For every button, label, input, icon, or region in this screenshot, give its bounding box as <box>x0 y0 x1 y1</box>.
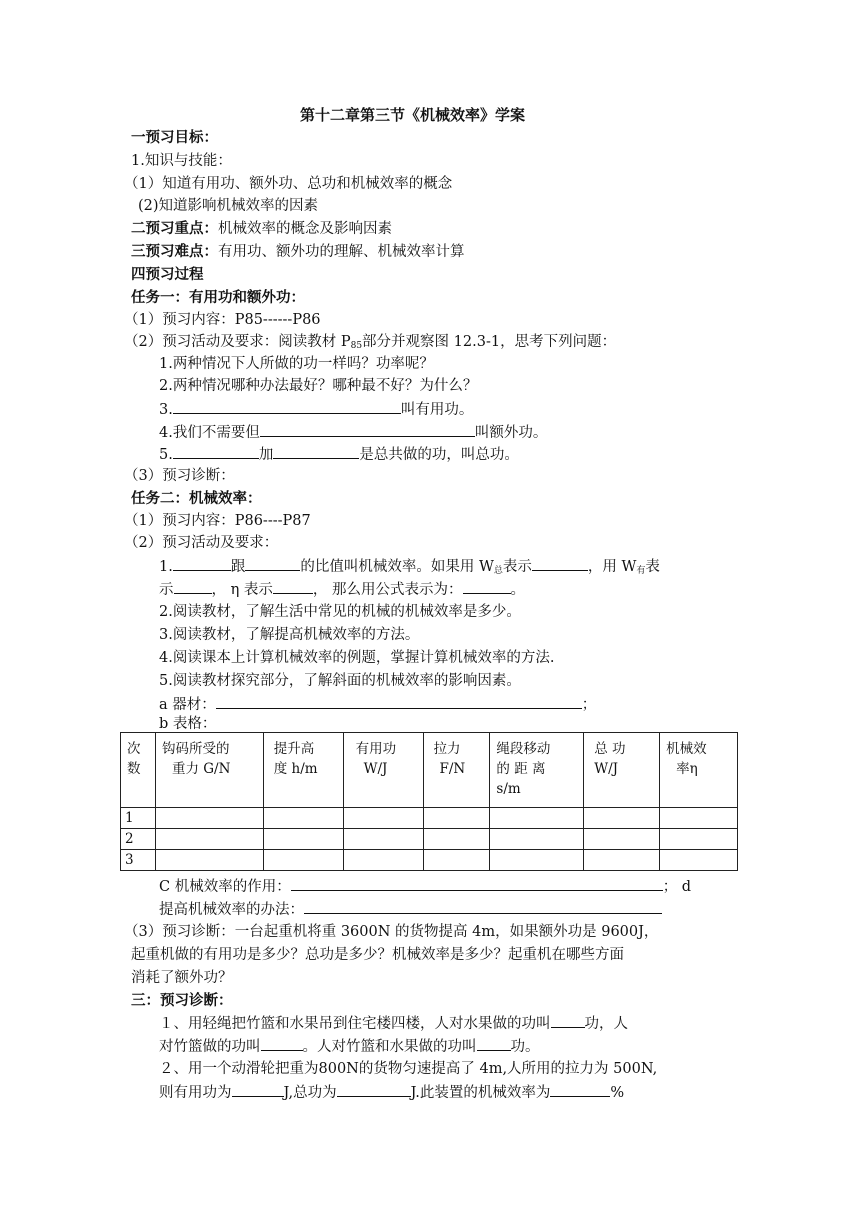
table-cell[interactable] <box>490 808 584 829</box>
task2-content: （1）预习内容：P86----P87 <box>124 513 311 529</box>
table-row <box>121 829 738 850</box>
blank-formula[interactable] <box>463 578 511 594</box>
diagnosis-q1-line-2 <box>159 1035 540 1058</box>
diagnosis-q2-line-1: ２、用一个动滑轮把重为800N的货物匀速提高了 4m,人所用的拉力为 500N, <box>159 1061 658 1077</box>
p1-text-6: 示 <box>159 582 174 598</box>
blank-eta[interactable] <box>273 578 313 594</box>
task2-diagnosis-line-1: （3）预习诊断：一台起重机将重 3600N 的货物提高 4m，如果额外功是 9600J， <box>124 924 659 940</box>
diagnosis-q2-line-2 <box>159 1081 624 1104</box>
p1-text-4: ，用 W <box>587 559 637 575</box>
key-points-text: 机械效率的概念及影响因素 <box>218 221 392 237</box>
task2-diagnosis-line-2: 起重机做的有用功是多少？总功是多少？机械效率是多少？起重机在哪些方面 <box>131 947 624 963</box>
q4-text: 4.我们不需要但 <box>159 425 260 441</box>
dq2-text-2: J,总功为 <box>283 1085 337 1101</box>
difficulties-line <box>131 241 465 263</box>
header-cell-weight: 钩码所受的 重力 G/N <box>155 733 263 808</box>
table-cell[interactable] <box>423 829 490 850</box>
section-goals-heading: 一预习目标： <box>131 130 218 146</box>
improve-label: 提高机械效率的办法： <box>159 902 304 918</box>
blank-total-1[interactable] <box>173 443 259 459</box>
table-cell[interactable] <box>584 829 660 850</box>
table-cell[interactable] <box>343 829 423 850</box>
p1-text-9: 。 <box>510 582 526 598</box>
dq1-text-3: 对竹篮做的功叫 <box>159 1039 261 1055</box>
blank-ratio-2[interactable] <box>245 555 300 571</box>
equipment-end: ； <box>581 697 597 713</box>
header-cell-useful-work: 有用功 W/J <box>343 733 423 808</box>
p1-sub-useful: 有 <box>636 566 646 576</box>
header-cell-height: 提升高 度 h/m <box>263 733 343 808</box>
p1-text: 跟 <box>230 559 246 575</box>
table-cell[interactable] <box>660 829 738 850</box>
dq1-text: １、用轻绳把竹篮和水果吊到住宅楼四楼，人对水果做的功叫 <box>159 1016 551 1032</box>
table-header-row <box>121 733 738 808</box>
q5-number: 5. <box>159 447 173 463</box>
header-cell-times: 次 数 <box>121 733 156 808</box>
key-points-label: 二预习重点： <box>131 221 218 237</box>
equipment-label: a 器材： <box>159 697 216 713</box>
key-points-line <box>131 218 392 240</box>
header-cell-efficiency: 机械效 率η <box>660 733 738 808</box>
p1-sub-total: 总 <box>493 566 503 576</box>
p1-number: 1. <box>159 559 173 575</box>
table-cell[interactable] <box>490 850 584 871</box>
p1-text-7: ， η 表示 <box>211 582 273 598</box>
blank-w-useful[interactable] <box>174 578 212 594</box>
row-number: 3 <box>121 850 156 871</box>
diagnosis-q1-line-1 <box>159 1012 628 1035</box>
table-row <box>121 808 738 829</box>
table-cell[interactable] <box>490 829 584 850</box>
row-number: 1 <box>121 808 156 829</box>
table-cell[interactable] <box>423 808 490 829</box>
task2-heading: 任务二：机械效率： <box>131 491 262 507</box>
dq2-text: 则有用功为 <box>159 1085 232 1101</box>
diagnosis-heading: 三：预习诊断： <box>131 993 233 1009</box>
dq2-text-3: J.此装置的机械效率为 <box>410 1085 551 1101</box>
goals-line-3: (2)知道影响机械效率的因素 <box>138 198 319 214</box>
row-number: 2 <box>121 829 156 850</box>
document-title: 第十二章第三节《机械效率》学案 <box>300 106 526 124</box>
blank-equipment[interactable] <box>216 693 582 709</box>
header-cell-distance: 绳段移动 的 距 离 s/m <box>490 733 584 808</box>
task2-equipment <box>159 693 596 716</box>
table-cell[interactable] <box>584 850 660 871</box>
blank-useful-work[interactable] <box>173 398 401 414</box>
task1-question-3 <box>159 398 473 421</box>
task2-point-1-line-2 <box>159 578 525 601</box>
task1-question-4 <box>159 421 547 444</box>
blank-useful-j[interactable] <box>232 1081 284 1097</box>
task2-point-3: 3.阅读教材，了解提高机械效率的方法。 <box>159 627 420 643</box>
difficulties-text: 有用功、额外功的理解、机械效率计算 <box>218 244 465 260</box>
task1-req-text: （2）预习活动及要求：阅读教材 P <box>124 334 351 350</box>
goals-line-1: 1.知识与技能： <box>131 153 232 169</box>
table-cell[interactable] <box>584 808 660 829</box>
blank-total-j[interactable] <box>337 1081 411 1097</box>
q5-text: 加 <box>258 447 274 463</box>
table-cell[interactable] <box>263 829 343 850</box>
dq2-text-4: % <box>610 1085 625 1101</box>
table-cell[interactable] <box>155 850 263 871</box>
p1-text-5: 表 <box>645 559 660 575</box>
task2-point-4: 4.阅读课本上计算机械效率的例题，掌握计算机械效率的方法. <box>159 650 555 666</box>
table-cell[interactable] <box>263 850 343 871</box>
table-row <box>121 850 738 871</box>
header-cell-pull: 拉力 F/N <box>423 733 490 808</box>
task2-function-line <box>159 875 691 898</box>
dq1-text-2: 功，人 <box>584 1016 628 1032</box>
task1-question-2: 2.两种情况哪种办法最好？哪种最不好？为什么？ <box>159 378 478 394</box>
goals-line-2: （1）知道有用功、额外功、总功和机械效率的概念 <box>124 176 453 192</box>
blank-all-work[interactable] <box>477 1035 511 1051</box>
table-cell[interactable] <box>343 850 423 871</box>
task2-point-2: 2.阅读教材，了解生活中常见的机械的机械效率是多少。 <box>159 604 521 620</box>
task1-req-text-2: 部分并观察图 12.3-1，思考下列问题： <box>362 334 617 350</box>
blank-w-total[interactable] <box>532 555 588 571</box>
blank-efficiency-pct[interactable] <box>550 1081 610 1097</box>
process-heading: 四预习过程 <box>131 267 204 283</box>
task1-question-1: 1.两种情况下人所做的功一样吗？功率呢？ <box>159 356 434 372</box>
table-cell[interactable] <box>343 808 423 829</box>
q4-text-2: 叫额外功。 <box>474 425 548 441</box>
task2-table-label: b 表格： <box>159 716 217 732</box>
task1-req-sub: 85 <box>350 341 363 351</box>
task2-diagnosis-line-3: 消耗了额外功？ <box>131 970 233 986</box>
task1-content: （1）预习内容：P85------P86 <box>124 312 321 328</box>
function-end: ； d <box>662 879 692 895</box>
p1-text-2: 的比值叫机械效率。如果用 W <box>300 559 494 575</box>
dq1-text-4: 。人对竹篮和水果做的功叫 <box>302 1039 477 1055</box>
table-cell[interactable] <box>155 829 263 850</box>
table-cell[interactable] <box>423 850 490 871</box>
blank-fruit-work[interactable] <box>551 1012 585 1028</box>
task2-point-5: 5.阅读教材探究部分，了解斜面的机械效率的影响因素。 <box>159 673 521 689</box>
task1-question-5 <box>159 443 519 466</box>
p1-text-3: 表示 <box>502 559 532 575</box>
q3-number: 3. <box>159 402 173 418</box>
blank-extra-work[interactable] <box>260 421 475 437</box>
table-cell[interactable] <box>660 850 738 871</box>
blank-improve[interactable] <box>304 898 662 914</box>
q3-text: 叫有用功。 <box>400 402 474 418</box>
task2-requirements: （2）预习活动及要求： <box>124 535 279 551</box>
q5-text-2: 是总共做的功，叫总功。 <box>359 447 519 463</box>
function-label: C 机械效率的作用： <box>159 879 291 895</box>
blank-total-2[interactable] <box>273 443 359 459</box>
table-cell[interactable] <box>263 808 343 829</box>
p1-text-8: ， 那么用公式表示为： <box>312 582 463 598</box>
efficiency-table <box>120 732 738 871</box>
difficulties-label: 三预习难点： <box>131 244 218 260</box>
table-cell[interactable] <box>660 808 738 829</box>
task1-heading: 任务一：有用功和额外功： <box>131 290 305 306</box>
task2-improve-line <box>159 898 662 921</box>
table-cell[interactable] <box>155 808 263 829</box>
header-cell-total-work: 总 功 W/J <box>584 733 660 808</box>
blank-basket-work[interactable] <box>261 1035 303 1051</box>
blank-function[interactable] <box>291 875 663 891</box>
dq1-text-5: 功。 <box>510 1039 540 1055</box>
blank-ratio-1[interactable] <box>173 555 231 571</box>
task1-diagnosis: （3）预习诊断： <box>124 468 235 484</box>
